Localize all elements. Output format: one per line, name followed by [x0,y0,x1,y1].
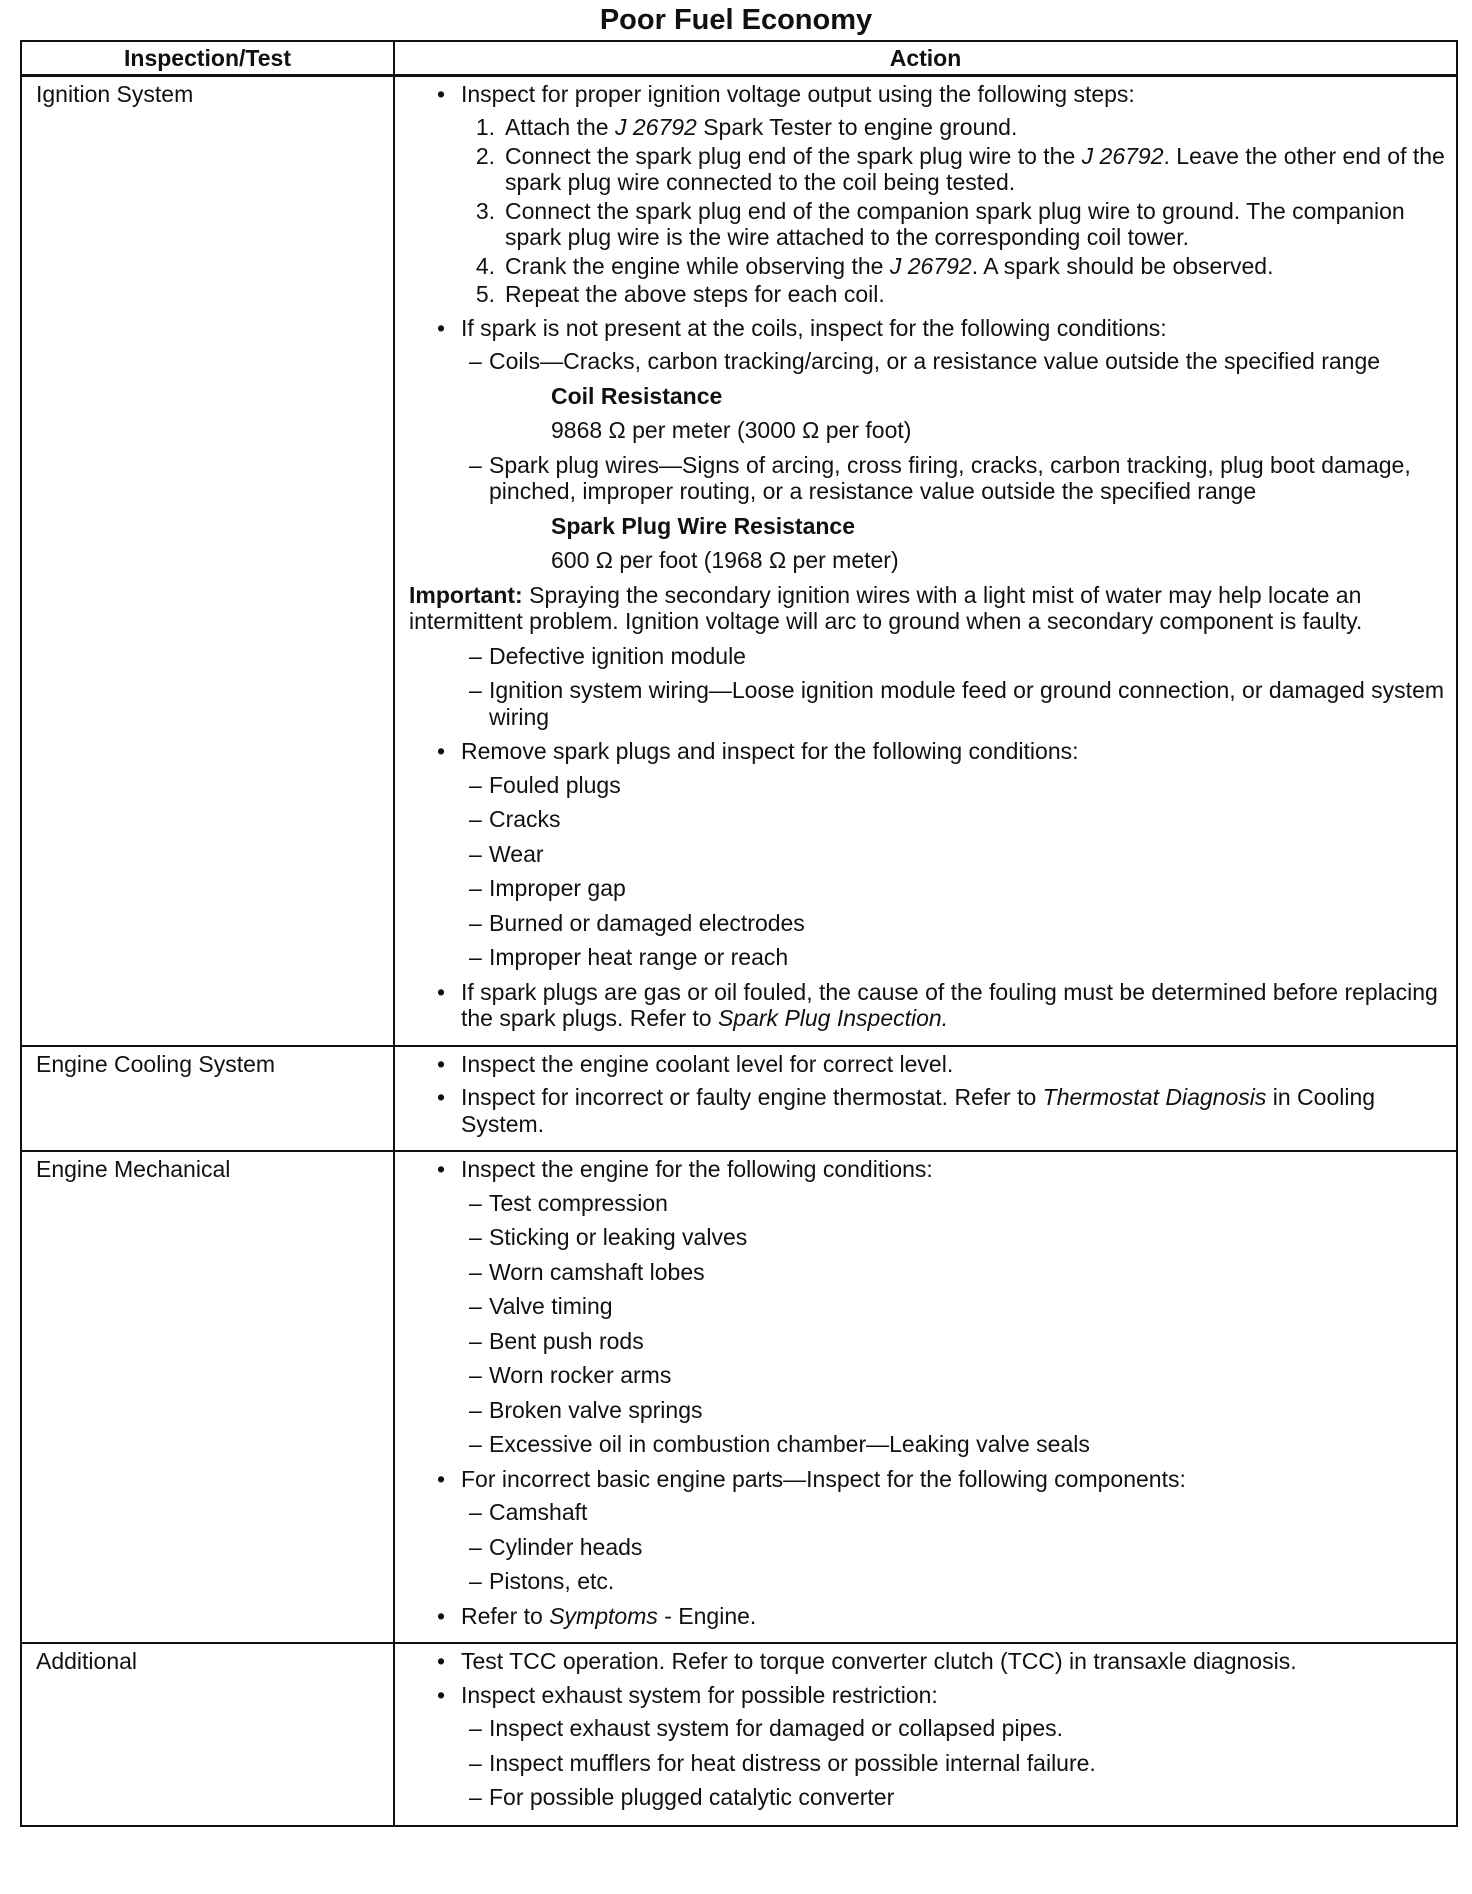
header-inspection-test: Inspection/Test [21,41,394,75]
bullet-item: • Remove spark plugs and inspect for the following conditions: [409,738,1446,765]
dash-item: – Spark plug wires—Signs of arcing, cross firing, cracks, carbon tracking, plug boot damage, pinched, improper routing, or a resistance value outside the specified range [409,452,1446,505]
table-row-cooling [21,1046,1457,1152]
bullet-item: • Inspect exhaust system for possible restriction: [409,1682,1446,1709]
bullet-item: • If spark plugs are gas or oil fouled, the cause of the fouling must be determined before replacing the spark plugs. Refer to Spark Plug Inspection. [409,979,1446,1032]
action-additional [394,1643,1457,1826]
inspection-additional: Additional [21,1643,394,1826]
symptoms-ref: Symptoms [549,1602,658,1629]
table-row-additional [21,1643,1457,1826]
dash-item: – Cylinder heads [409,1534,1446,1561]
dash-item: – Improper heat range or reach [409,944,1446,971]
step-item: 4. Crank the engine while observing the J 26792. A spark should be observed. [475,252,1274,279]
bullet-item: • Test TCC operation. Refer to torque converter clutch (TCC) in transaxle diagnosis. [409,1648,1446,1675]
dash-item: – Burned or damaged electrodes [409,910,1446,937]
wire-resistance-title: Spark Plug Wire Resistance [551,512,856,539]
dash-item: – Cracks [409,806,1446,833]
dash-item: – Inspect mufflers for heat distress or possible internal failure. [409,1750,1446,1777]
important-note: Important: Spraying the secondary ignition wires with a light mist of water may help locate an intermittent problem. Ignition voltage will arc to ground when a secondary component is faulty. [409,581,1363,634]
dash-item: – Coils—Cracks, carbon tracking/arcing, or a resistance value outside the specified range [409,348,1446,375]
dash-item: – Bent push rods [409,1328,1446,1355]
dash-item: – Improper gap [409,875,1446,902]
dash-item: – Inspect exhaust system for damaged or collapsed pipes. [409,1715,1446,1742]
inspection-engine-mechanical: Engine Mechanical [21,1151,394,1643]
dash-item: – Ignition system wiring—Loose ignition module feed or ground connection, or damaged system wiring [409,677,1446,730]
important-label: Important: [409,581,523,608]
bullet-item: • For incorrect basic engine parts—Inspect for the following components: [409,1466,1446,1493]
inspection-engine-cooling-system: Engine Cooling System [21,1046,394,1152]
action-ignition-system [394,75,1457,1046]
table-header-row [21,41,1457,75]
bullet-item: • If spark is not present at the coils, inspect for the following conditions: [409,315,1446,342]
dash-item: – Sticking or leaking valves [409,1224,1446,1251]
inspection-ignition-system: Ignition System [21,75,394,1046]
dash-item: – Test compression [409,1190,1446,1217]
diagnosis-table [20,40,1458,1827]
step-item: 3. Connect the spark plug end of the companion spark plug wire to ground. The companion spark plug wire is the wire attached to the corresponding coil tower. [475,197,1405,250]
wire-resistance-value: 600 Ω per foot (1968 Ω per meter) [551,547,899,573]
dash-item: – Valve timing [409,1293,1446,1320]
step-item: 2. Connect the spark plug end of the spark plug wire to the J 26792. Leave the other end of the spark plug wire connected to the coil being tested. [475,142,1445,195]
dash-item: – Excessive oil in combustion chamber—Leaking valve seals [409,1431,1446,1458]
bullet-item: • Inspect for incorrect or faulty engine thermostat. Refer to Thermostat Diagnosis in Cooling System. [409,1084,1446,1137]
bullet-item: • Inspect the engine for the following conditions: [409,1156,1446,1183]
action-engine-cooling-system [394,1046,1457,1152]
spark-plug-inspection-ref: Spark Plug Inspection. [717,1005,949,1031]
bullet-item: • Refer to Symptoms - Engine. [409,1603,1446,1630]
header-action: Action [394,41,1457,75]
coil-resistance-title: Coil Resistance [551,382,723,409]
dash-item: – Worn rocker arms [409,1362,1446,1389]
dash-item: – Wear [409,841,1446,868]
dash-item: – Fouled plugs [409,772,1446,799]
dash-item: – For possible plugged catalytic converter [409,1784,1446,1811]
step-item: 5. Repeat the above steps for each coil. [475,281,885,307]
numbered-steps [467,114,1446,308]
action-engine-mechanical [394,1151,1457,1643]
dash-item: – Worn camshaft lobes [409,1259,1446,1286]
step-item: 1. Attach the J 26792 Spark Tester to engine ground. [475,114,1018,140]
bullet-item: • Inspect for proper ignition voltage output using the following steps: [409,81,1446,108]
dash-item: – Broken valve springs [409,1397,1446,1424]
coil-resistance-value: 9868 Ω per meter (3000 Ω per foot) [551,417,912,443]
dash-item: – Defective ignition module [409,643,1446,670]
table-row-mechanical [21,1151,1457,1643]
table-row-ignition [21,75,1457,1046]
bullet-item: • Inspect the engine coolant level for correct level. [409,1051,1446,1078]
dash-item: – Pistons, etc. [409,1568,1446,1595]
thermostat-diagnosis-ref: Thermostat Diagnosis [1042,1084,1267,1110]
dash-item: – Camshaft [409,1499,1446,1526]
page-title: Poor Fuel Economy [599,4,873,36]
